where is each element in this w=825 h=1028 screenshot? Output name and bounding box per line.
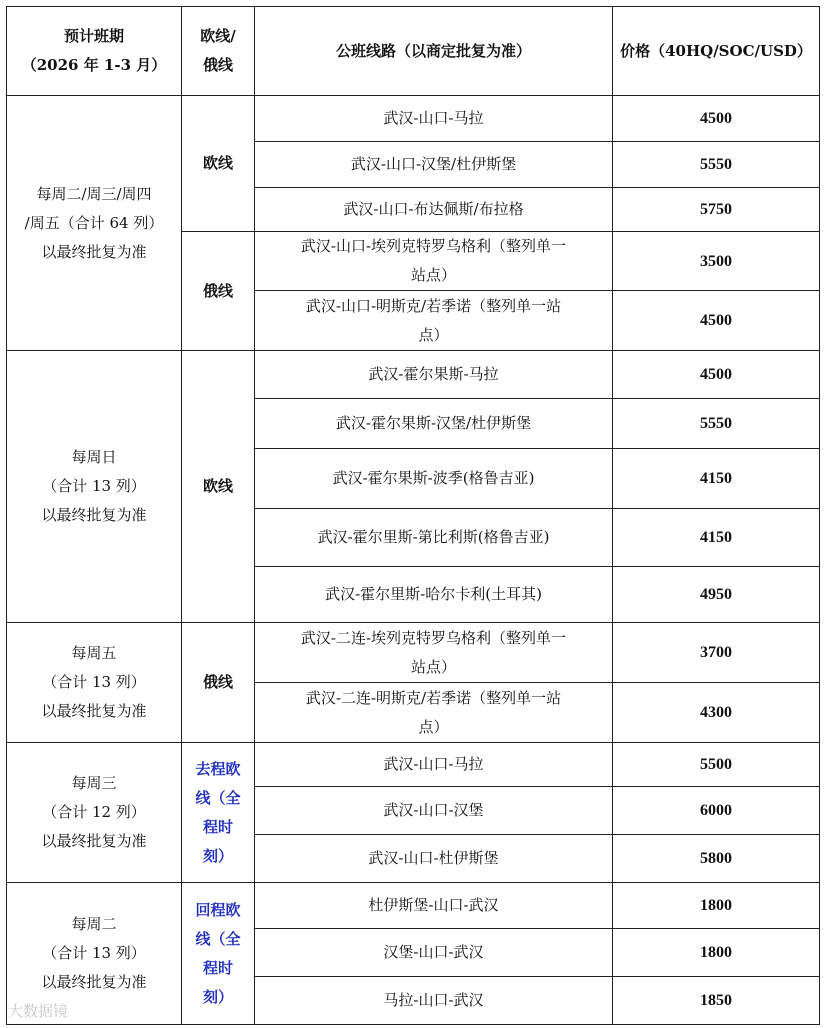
route-cell [255, 351, 613, 399]
route-cell [255, 291, 613, 351]
price-cell: 1800 [613, 883, 820, 929]
schedule-line: 以最终批复为准 [41, 506, 147, 524]
header-region-line2: 俄线 [202, 56, 233, 74]
price-cell: 3700 [613, 623, 820, 683]
route-cell [255, 623, 613, 683]
route-cell [255, 399, 613, 449]
region-line: 俄线 [202, 281, 233, 300]
route-line: 武汉-霍尔果斯-波季(格鲁吉亚) [332, 469, 535, 487]
route-cell [255, 567, 613, 623]
price-cell: 1850 [613, 977, 820, 1025]
schedule-line: （合计 13 列） [42, 673, 146, 691]
route-line: 站点） [410, 657, 456, 676]
price-cell: 5550 [613, 399, 820, 449]
schedule-cell [7, 623, 182, 743]
route-cell [255, 232, 613, 291]
table-header-row [7, 7, 820, 96]
header-route: 公班线路（以商定批复为准） [255, 7, 613, 96]
schedule-line: 每周三 [71, 774, 117, 792]
route-line: 武汉-霍尔里斯-哈尔卡利(土耳其) [325, 585, 542, 603]
region-line: 线（全 [195, 788, 241, 807]
schedule-line: （合计 13 列） [42, 944, 146, 962]
route-line: 汉堡-山口-武汉 [383, 943, 484, 961]
route-line: 武汉-山口-埃列克特罗乌格利（整列单一 [300, 237, 567, 255]
route-cell [255, 509, 613, 567]
price-cell: 4500 [613, 96, 820, 142]
route-line: 点） [418, 717, 449, 736]
route-line: 武汉-霍尔果斯-马拉 [368, 365, 499, 383]
schedule-line: 每周二/周三/周四 [36, 184, 152, 203]
region-line: 线（全 [195, 929, 241, 948]
price-cell: 1800 [613, 929, 820, 977]
table-row [7, 96, 820, 142]
route-cell [255, 449, 613, 509]
schedule-line: 以最终批复为准 [41, 242, 147, 261]
table-row [7, 623, 820, 683]
route-cell [255, 142, 613, 188]
freight-price-table [6, 6, 820, 1025]
schedule-cell [7, 96, 182, 351]
schedule-line: 每周五 [71, 644, 117, 662]
price-cell: 5750 [613, 188, 820, 232]
price-cell: 4500 [613, 351, 820, 399]
route-cell [255, 743, 613, 787]
schedule-line: 以最终批复为准 [41, 702, 147, 720]
table-row [7, 883, 820, 929]
region-line: 程时 [202, 817, 233, 836]
region-cell [182, 623, 255, 743]
region-line: 俄线 [202, 673, 233, 691]
table-body [7, 96, 820, 1025]
schedule-cell [7, 351, 182, 623]
route-line: 武汉-山口-马拉 [383, 755, 484, 773]
route-line: 武汉-山口-汉堡/杜伊斯堡 [350, 155, 517, 173]
schedule-line: /周五（合计 64 列） [24, 213, 164, 232]
region-cell [182, 351, 255, 623]
route-cell [255, 977, 613, 1025]
route-line: 马拉-山口-武汉 [383, 991, 484, 1009]
region-line: 程时 [202, 958, 233, 977]
header-price: 价格（40HQ/SOC/USD） [613, 7, 820, 96]
region-cell [182, 96, 255, 232]
region-cell [182, 232, 255, 351]
route-line: 点） [418, 325, 449, 344]
route-line: 武汉-山口-布达佩斯/布拉格 [343, 200, 524, 218]
route-cell [255, 683, 613, 743]
route-line: 杜伊斯堡-山口-武汉 [368, 896, 499, 914]
region-cell [182, 743, 255, 883]
region-line: 欧线 [202, 154, 233, 172]
route-line: 武汉-二连-埃列克特罗乌格利（整列单一 [300, 628, 567, 647]
schedule-line: 以最终批复为准 [41, 973, 147, 991]
schedule-line: 每周日 [71, 448, 117, 466]
schedule-cell [7, 743, 182, 883]
region-line: 回程欧 [195, 900, 241, 919]
region-line: 刻） [202, 846, 233, 865]
region-line: 去程欧 [195, 759, 241, 778]
header-region-line1: 欧线/ [200, 27, 236, 45]
route-line: 武汉-二连-明斯克/若季诺（整列单一站 [305, 688, 562, 707]
header-schedule-line1: 预计班期 [63, 27, 124, 45]
schedule-line: 以最终批复为准 [41, 832, 147, 850]
route-line: 武汉-霍尔果斯-汉堡/杜伊斯堡 [335, 414, 532, 432]
route-line: 武汉-山口-马拉 [383, 109, 484, 127]
schedule-line: （合计 13 列） [42, 477, 146, 495]
route-line: 武汉-山口-汉堡 [383, 801, 484, 819]
price-cell: 6000 [613, 787, 820, 835]
region-line: 欧线 [202, 477, 233, 495]
price-cell: 3500 [613, 232, 820, 291]
table-row [7, 743, 820, 787]
schedule-line: （合计 12 列） [42, 803, 146, 821]
watermark: 大数据镜 [8, 1002, 69, 1020]
route-cell [255, 835, 613, 883]
route-line: 武汉-霍尔里斯-第比利斯(格鲁吉亚) [317, 528, 550, 546]
route-cell [255, 96, 613, 142]
price-cell: 4150 [613, 509, 820, 567]
region-cell [182, 883, 255, 1025]
price-cell: 4500 [613, 291, 820, 351]
price-cell: 4150 [613, 449, 820, 509]
route-cell [255, 787, 613, 835]
header-schedule-line2: （2026 年 1-3 月） [21, 56, 167, 74]
schedule-line: 每周二 [71, 915, 117, 933]
route-line: 站点） [410, 266, 456, 284]
route-cell [255, 883, 613, 929]
route-cell [255, 188, 613, 232]
header-region [182, 7, 255, 96]
route-cell [255, 929, 613, 977]
price-cell: 4300 [613, 683, 820, 743]
price-cell: 5500 [613, 743, 820, 787]
price-cell: 5550 [613, 142, 820, 188]
route-line: 武汉-山口-杜伊斯堡 [368, 849, 499, 867]
region-line: 刻） [202, 987, 233, 1006]
table-row [7, 351, 820, 399]
route-line: 武汉-山口-明斯克/若季诺（整列单一站 [305, 296, 562, 315]
price-cell: 5800 [613, 835, 820, 883]
header-schedule [7, 7, 182, 96]
price-cell: 4950 [613, 567, 820, 623]
